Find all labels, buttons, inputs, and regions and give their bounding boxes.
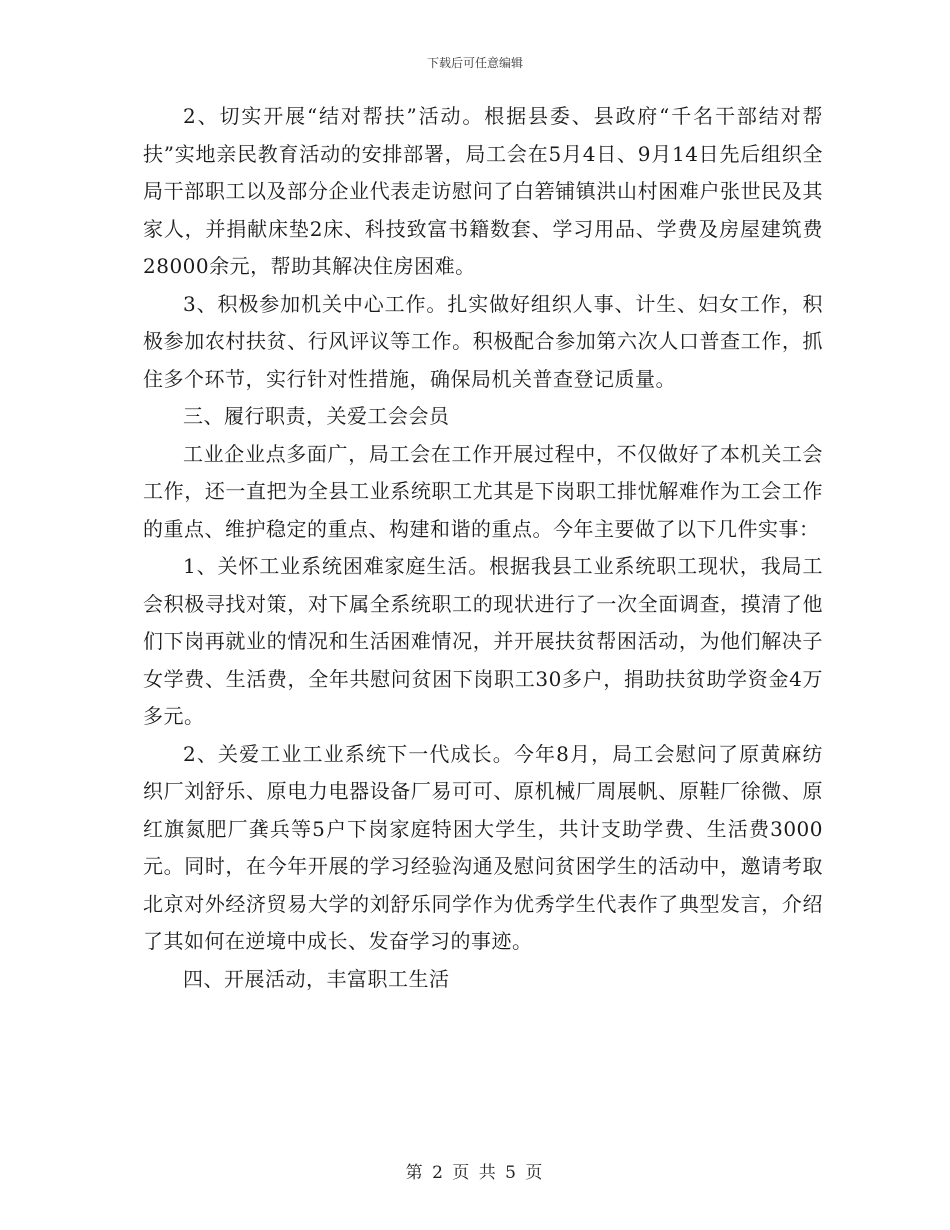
section-heading-three: 三、履行职责，关爱工会会员: [183, 404, 450, 428]
document-body: [143, 98, 823, 998]
paragraph-difficult-families: 1、关怀工业系统困难家庭生活。根据我县工业系统职工现状，我局工会积极寻找对策，对下属全系统职工的现状进行了一次全面调查，摸清了他们下岗再就业的情况和生活困难情况，并开展扶贫帮困活动，为他们解决子女学费、生活费，全年共慰问贫困下岗职工30多户，捐助扶贫助学资金4万多元。: [143, 554, 823, 728]
paragraph-next-generation: 2、关爱工业工业系统下一代成长。今年8月，局工会慰问了原黄麻纺织厂刘舒乐、原电力电器设备厂易可可、原机械厂周展帆、原鞋厂徐微、原红旗氮肥厂龚兵等5户下岗家庭特困大学生，共计支助学费、生活费3000元。同时，在今年开展的学习经验沟通及慰问贫困学生的活动中，邀请考取北京对外经济贸易大学的刘舒乐同学作为优秀学生代表作了典型发言，介绍了其如何在逆境中成长、发奋学习的事迹。: [143, 741, 823, 953]
page-number: 第 2 页 共 5 页: [405, 1163, 545, 1183]
paragraph-industry-overview: 工业企业点多面广，局工会在工作开展过程中，不仅做好了本机关工会工作，还一直把为全县工业系统职工尤其是下岗职工排忧解难作为工会工作的重点、维护稳定的重点、构建和谐的重点。今年主要做了以下几件实事：: [143, 441, 823, 541]
section-heading-four: 四、开展活动，丰富职工生活: [183, 966, 450, 991]
paragraph-central-work: 3、积极参加机关中心工作。扎实做好组织人事、计生、妇女工作，积极参加农村扶贫、行风评议等工作。积极配合参加第六次人口普查工作，抓住多个环节，实行针对性措施，确保局机关普查登记质量。: [143, 291, 823, 391]
paragraph-pairing-assistance: 2、切实开展“结对帮扶”活动。根据县委、县政府“千名干部结对帮扶”实地亲民教育活动的安排部署，局工会在5月4日、9月14日先后组织全局干部职工以及部分企业代表走访慰问了白箬铺镇洪山村困难户张世民及其家人，并捐献床垫2床、科技致富书籍数套、学习用品、学费及房屋建筑费28000余元，帮助其解决住房困难。: [143, 104, 823, 278]
page-header: 下载后可任意编辑: [426, 56, 523, 70]
